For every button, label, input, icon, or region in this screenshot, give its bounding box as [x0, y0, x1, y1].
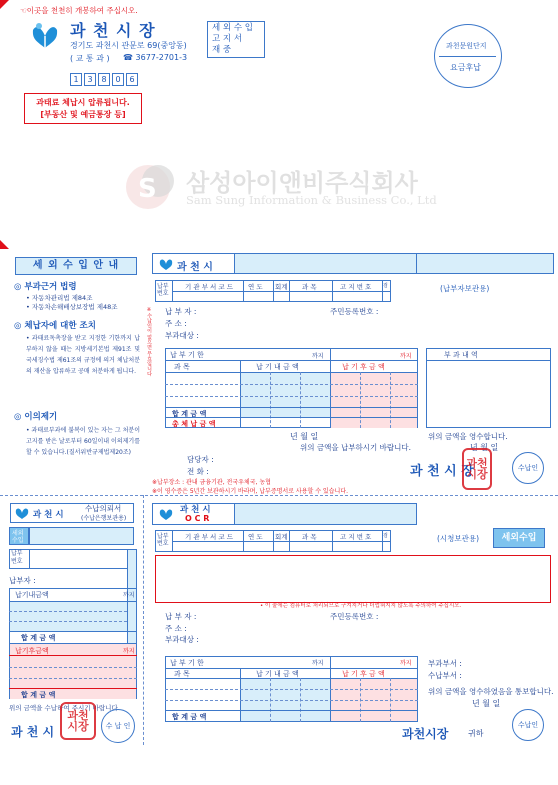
panel2-doc-title: 수납의뢰서	[85, 504, 122, 513]
postage-stamp	[434, 24, 502, 88]
guide-section-1-item: • 자동차손해배상보장법 제48조	[26, 303, 118, 311]
panel1-copy-label: (납부자보관용)	[440, 284, 490, 293]
total-label: 합 계 금 액	[172, 410, 207, 418]
butterfly-icon	[15, 506, 29, 520]
stamp-bottom-text: 요금후납	[450, 63, 481, 72]
panel1-receiver-stamp: 수납인	[512, 452, 544, 484]
panel3-after-label: 납 기 후 금 액	[342, 670, 385, 678]
side-note: ※수납인이 없으면 무효입니다	[146, 307, 152, 377]
ocr-band	[155, 555, 551, 603]
due-label: 납 부 기 한	[170, 351, 204, 359]
code-col-label: 기 관 부 서 코 드	[185, 283, 234, 291]
code-col-label: 고 지 번 호	[340, 533, 372, 541]
after-due-cells	[331, 373, 417, 428]
panel1-city: 과 천 시	[177, 262, 213, 273]
butterfly-logo-icon	[30, 18, 60, 52]
panel3-total-label: 합 계 금 액	[172, 713, 207, 721]
guide-section-3-body: • 과태료부과에 불복이 있는 자는 그 처분이 고지를 받은 날로부터 60일이내 이의제기를 할 수 있습니다.(질서위반규제법제20조)	[26, 427, 140, 456]
panel1-ymd: 년 월 일	[290, 432, 319, 441]
panel2-total-label: 합 계 금 액	[21, 634, 56, 642]
code-col-label: 과 목	[302, 533, 317, 541]
panel3-target-label: 부과대상 :	[165, 635, 199, 644]
code-col-label: 회계	[275, 283, 288, 291]
panel3-until-2: 까지	[400, 660, 412, 667]
city-copy-panel	[150, 497, 555, 747]
code-col-label: 연 도	[248, 533, 263, 541]
warning-line-1: 과태료 체납시 압류됩니다.	[36, 98, 130, 107]
tear-line-vertical	[143, 495, 144, 745]
panel2-until-2: 까지	[123, 648, 135, 655]
code-col-label: 검	[383, 533, 388, 539]
panel3-until-1: 까지	[312, 660, 324, 667]
open-instruction: ☜이곳을 천천히 개봉하여 주십시오.	[20, 6, 138, 15]
panel2-before-cells	[10, 602, 127, 631]
code-col-label: 검	[383, 283, 388, 289]
panel3-payer-label: 납 부 자 :	[165, 612, 197, 621]
postal-digit: 8	[98, 73, 110, 86]
guide-section-2-body: • 과태료독촉장을 받고 지정한 기한까지 납부하지 않을 때는 지방세기본법 제91조 및 국세징수법 제61조의 규정에 의거 체납처분의 재산을 압류하고 공매 처분하게 됩니다.	[26, 335, 140, 375]
receipt-panel	[146, 252, 555, 479]
panel1-payer-label: 납 부 자 :	[165, 307, 197, 316]
doc-type-line-2: 고 지 서	[212, 34, 243, 44]
postal-digit: 3	[84, 73, 96, 86]
guide-section-3-title: ◎ 이의제기	[14, 412, 58, 422]
panel3-notify-text: 위의 금액을 영수하였음을 통보합니다.	[428, 687, 554, 696]
org-name: 과 천 시 장	[70, 21, 156, 40]
panel1-resident-label: 주민등록번호 :	[330, 307, 379, 316]
panel2-after-label: 납기후금액	[15, 647, 49, 655]
panel3-header-fill	[234, 503, 417, 525]
guide-section-2-title: ◎ 체납자에 대한 조치	[14, 321, 96, 331]
doc-type-line-1: 세 외 수 입	[212, 23, 253, 33]
after-due-label: 납 기 후 금 액	[342, 363, 385, 371]
phone-number: ☎ 3677-2701-3	[123, 53, 188, 62]
panel2-receiver-stamp: 수 납 인	[101, 709, 135, 743]
doc-type-box	[207, 21, 265, 58]
panel1-mayor: 과 천 시 장	[410, 464, 474, 479]
guide-title: 세 외 수 입 안 내	[15, 257, 137, 275]
corner-mark-icon	[0, 0, 9, 9]
doc-type-line-3: 재 중	[212, 45, 232, 55]
panel3-dept-label: 부과부서 :	[428, 659, 462, 668]
panel2-code-fill	[29, 527, 134, 545]
panel3-collect-label: 수납부서 :	[428, 671, 462, 680]
before-due-label: 납 기 내 금 액	[256, 363, 299, 371]
corner-mark-icon	[0, 240, 9, 249]
postal-digit: 1	[70, 73, 82, 86]
due-until-1: 까지	[312, 353, 324, 360]
panel2-request-text: 위의 금액을 수납하여 주시기 바랍니다.	[9, 704, 120, 712]
dept-label: ( 교 통 과 )	[70, 54, 110, 63]
panel2-mayor: 과 천 시	[11, 725, 55, 739]
panel1-header-right	[417, 253, 554, 274]
panel2-side-badge: 세외 수입	[9, 527, 29, 545]
panel1-address-label: 주 소 :	[165, 319, 187, 328]
code-col-label: 고 지 번 호	[340, 283, 372, 291]
panel2-doc-sub: (수납은행보관용)	[81, 515, 127, 522]
panel3-item-label: 과 목	[174, 670, 190, 678]
code-col-label: 연 도	[248, 283, 263, 291]
panel2-no-label: 납부 번호	[11, 550, 23, 565]
panel1-request-text: 위의 금액을 납부하시기 바랍니다.	[300, 443, 411, 452]
code-col-label: 기 관 부 서 코 드	[185, 533, 234, 541]
detail-label: 부 과 내 역	[444, 351, 478, 359]
ocr-note: • 이 줄에는 컴퓨터로 처리되므로 구겨지거나 더럽혀지지 않도록 주의하여 주십시오.	[260, 603, 462, 609]
code-col-label: 납부번호	[157, 533, 169, 547]
guide-section-1-title: ◎ 부과근거 법령	[14, 282, 77, 292]
panel3-receiver-stamp: 수납인	[512, 709, 544, 741]
svg-text:S: S	[138, 174, 157, 204]
official-seal: 과천 시장	[462, 448, 492, 490]
officer-label: 담당자 :	[187, 455, 214, 464]
panel1-footnote-1: ※납부장소 : 관내 금융기관, 전국우체국, 농협	[152, 479, 271, 486]
panel3-honorific: 귀하	[468, 729, 484, 738]
code-col-label: 회계	[275, 533, 288, 541]
panel3-before-label: 납 기 내 금 액	[256, 670, 299, 678]
tel-label: 전 화 :	[187, 467, 209, 476]
postal-digit: 6	[126, 73, 138, 86]
panel1-footnote-2: ※이 영수증은 5년간 보관하시기 바라며, 납부증명서로 사용할 수 있습니다.	[152, 488, 349, 495]
panel3-city: 과 천 시	[180, 505, 211, 515]
postal-digit: 0	[112, 73, 124, 86]
panel2-before-label: 납기내금액	[15, 591, 49, 599]
panel3-mayor: 과천시장	[402, 727, 449, 741]
stamp-top-text: 과천문원단지	[446, 42, 487, 50]
panel1-ymd-2: 년 월 일	[470, 443, 499, 452]
arrears-label: 총 체 납 금 액	[172, 420, 216, 428]
org-address: 경기도 과천시 관문로 69(중앙동)	[70, 41, 187, 50]
panel3-badge: 세외수입	[493, 528, 545, 548]
panel3-ymd: 년 월 일	[472, 699, 501, 708]
panel3-copy-label: (시청보관용)	[437, 534, 480, 543]
panel1-receipt-text: 위의 금액을 영수합니다.	[428, 432, 508, 441]
tear-line	[0, 495, 558, 496]
code-col-label: 납부번호	[157, 283, 169, 297]
warning-box	[24, 93, 142, 124]
warning-line-2: [부동산 및 예금통장 등]	[40, 110, 126, 119]
panel3-resident-label: 주민등록번호 :	[330, 612, 379, 621]
watermark-english: Sam Sung Information & Business Co., Ltd	[186, 193, 437, 207]
panel3-due-label: 납 부 기 한	[170, 659, 204, 667]
panel1-header-fill	[234, 253, 417, 274]
panel3-ocr: O C R	[185, 514, 210, 523]
watermark-logo-icon	[124, 157, 180, 213]
butterfly-icon	[159, 257, 173, 271]
panel2-payer-label: 납부자 :	[9, 576, 36, 585]
panel1-target-label: 부과대상 :	[165, 331, 199, 340]
panel3-address-label: 주 소 :	[165, 624, 187, 633]
before-due-cells	[241, 373, 330, 417]
item-label: 과 목	[174, 363, 190, 371]
butterfly-icon	[159, 507, 173, 521]
official-seal: 과천 시장	[60, 702, 96, 740]
guide-section-1-item: • 자동차관리법 제84조	[26, 294, 93, 302]
guide-panel	[10, 253, 145, 475]
due-until-2: 까지	[400, 353, 412, 360]
postal-code	[70, 73, 138, 86]
panel2-until-1: 까지	[123, 592, 135, 599]
watermark-korean: 삼성아이앤비주식회사	[186, 169, 418, 197]
panel2-total2-label: 합 계 금 액	[21, 691, 56, 699]
code-col-label: 과 목	[302, 283, 317, 291]
panel2-city: 과 천 시	[33, 510, 64, 520]
